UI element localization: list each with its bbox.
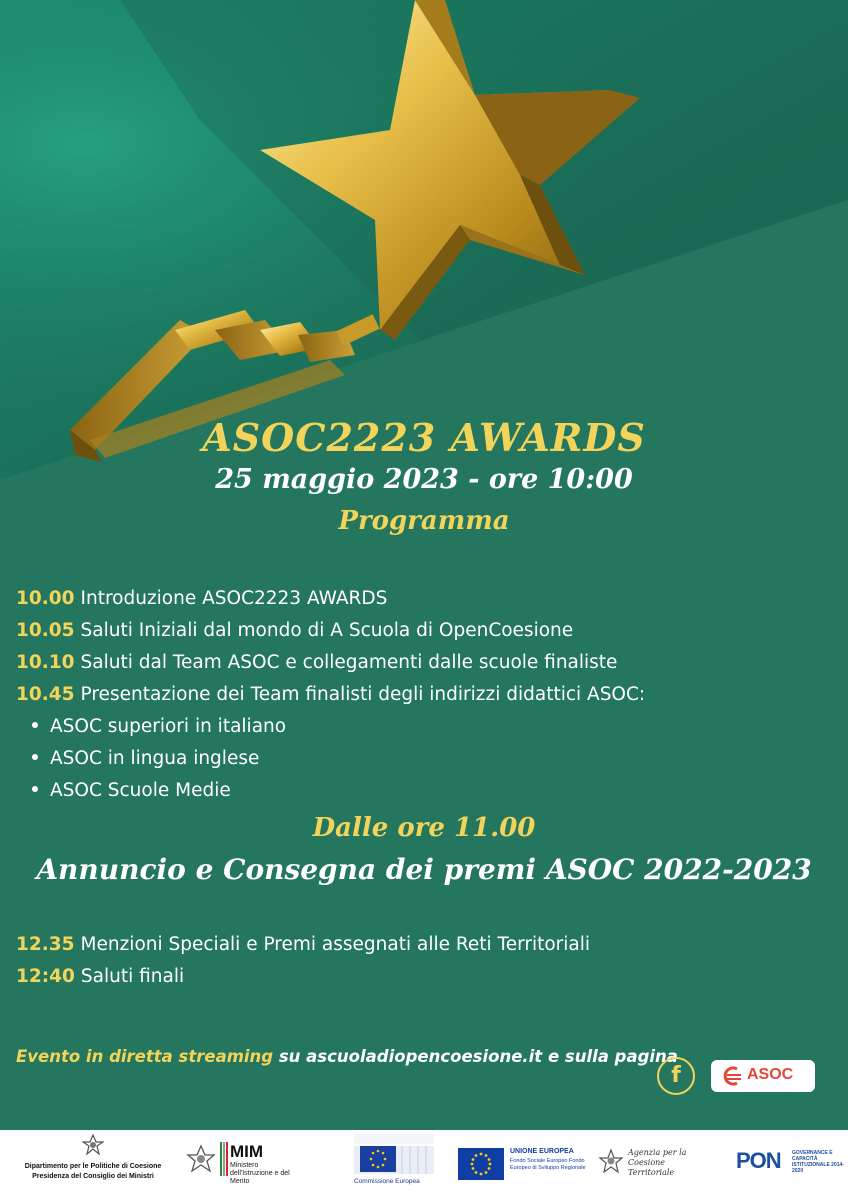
pon-name: PON xyxy=(736,1148,781,1173)
asoc-logo[interactable] xyxy=(711,1060,815,1092)
bullet-icon xyxy=(32,786,38,792)
program-text: Saluti Iniziali dal mondo di A Scuola di OpenCoesione xyxy=(80,620,574,641)
awards-start-time: Dalle ore 11.00 xyxy=(312,813,536,843)
eu-flag-icon xyxy=(458,1148,504,1180)
partner-logos-bar xyxy=(0,1130,848,1200)
unione-europea-logo xyxy=(458,1144,598,1186)
agenzia-label: Agenzia per la Coesione Territoriale xyxy=(628,1148,687,1177)
track-item xyxy=(32,748,259,769)
program-time: 10.10 xyxy=(16,652,75,673)
streaming-info xyxy=(16,1047,678,1066)
track-label: ASOC superiori in italiano xyxy=(50,716,287,737)
awards-announcement: Annuncio e Consegna dei premi ASOC 2022-2023 xyxy=(36,853,812,886)
facebook-icon[interactable]: f xyxy=(657,1057,695,1095)
pon-logo xyxy=(736,1148,846,1184)
closing-item xyxy=(16,966,184,987)
commissione-europea-logo xyxy=(346,1132,440,1198)
mim-name: MIM xyxy=(230,1142,264,1161)
event-title: ASOC2223 AWARDS xyxy=(202,415,646,460)
mim-logo xyxy=(186,1140,336,1190)
program-text: Saluti dal Team ASOC e collegamenti dalle scuole finaliste xyxy=(80,652,618,673)
dipartimento-line1: Dipartimento per le Politiche di Coesione xyxy=(24,1163,162,1170)
mim-subtitle: Ministero dell'Istruzione e del Merito xyxy=(230,1162,290,1185)
dipartimento-logo xyxy=(8,1134,178,1182)
program-item xyxy=(16,620,573,641)
program-time: 10.05 xyxy=(16,620,75,641)
track-item xyxy=(32,780,231,801)
ue-subtitle: Fondo Sociale Europeo Fondo Europeo di Sviluppo Regionale xyxy=(510,1158,586,1171)
emblem-icon xyxy=(598,1148,624,1178)
program-text: Presentazione dei Team finalisti degli indirizzi didattici ASOC: xyxy=(80,684,646,705)
track-item xyxy=(32,716,286,737)
closing-item xyxy=(16,934,590,955)
closing-text: Saluti finali xyxy=(80,966,185,987)
pon-subtitle: GOVERNANCE E CAPACITÀ ISTITUZIONALE 2014-2020 xyxy=(792,1150,844,1174)
closing-text: Menzioni Speciali e Premi assegnati alle Reti Territoriali xyxy=(80,934,591,955)
event-date: 25 maggio 2023 - ore 10:00 xyxy=(215,464,633,495)
program-time: 10.45 xyxy=(16,684,75,705)
track-label: ASOC Scuole Medie xyxy=(50,780,231,801)
emblem-icon xyxy=(186,1144,216,1178)
eu-building-icon xyxy=(346,1132,440,1178)
commissione-label: Commissione Europea xyxy=(354,1178,420,1185)
streaming-text: su ascuoladiopencoesione.it e sulla pagina xyxy=(278,1047,678,1066)
streaming-highlight: Evento in diretta streaming xyxy=(16,1047,274,1066)
program-item xyxy=(16,588,387,609)
bullet-icon xyxy=(32,754,38,760)
asoc-logo-text: ASOC xyxy=(747,1066,794,1083)
bullet-icon xyxy=(32,722,38,728)
agenzia-coesione-logo xyxy=(598,1142,708,1188)
program-text: Introduzione ASOC2223 AWARDS xyxy=(80,588,388,609)
programma-heading: Programma xyxy=(338,506,510,536)
ue-title: UNIONE EUROPEA xyxy=(510,1148,574,1155)
italy-flag-icon xyxy=(220,1142,228,1176)
program-item xyxy=(16,684,645,705)
closing-time: 12:40 xyxy=(16,966,75,987)
program-item xyxy=(16,652,617,673)
track-label: ASOC in lingua inglese xyxy=(50,748,260,769)
program-time: 10.00 xyxy=(16,588,75,609)
closing-time: 12.35 xyxy=(16,934,75,955)
asoc-mark-icon xyxy=(721,1066,743,1086)
emblem-icon xyxy=(82,1134,104,1158)
dipartimento-line2: Presidenza del Consiglio dei Ministri xyxy=(32,1173,154,1180)
